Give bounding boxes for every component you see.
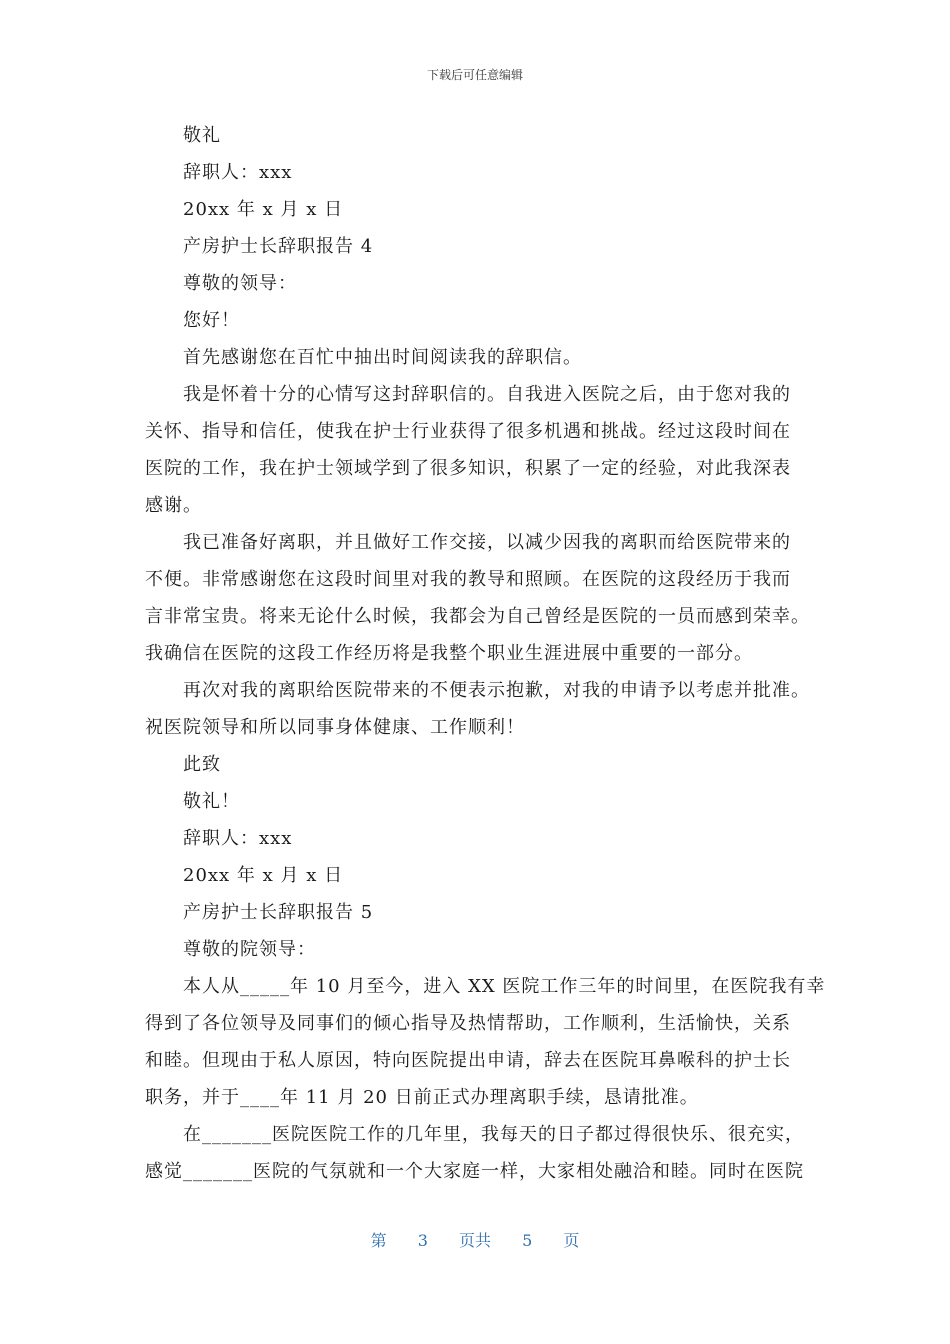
text-line: 我确信在医院的这段工作经历将是我整个职业生涯进展中重要的一部分。 xyxy=(145,643,753,664)
salutation: 尊敬的院领导： xyxy=(183,939,316,960)
text-line: 20xx 年 x 月 x 日 xyxy=(183,199,344,220)
text-line: 再次对我的离职给医院带来的不便表示抱歉，对我的申请予以考虑并批准。 xyxy=(183,680,810,701)
text-line: 本人从_____年 10 月至今，进入 XX 医院工作三年的时间里，在医院我有幸 xyxy=(183,976,826,997)
footer-prefix: 第 xyxy=(370,1231,387,1250)
text-line: 言非常宝贵。将来无论什么时候，我都会为自己曾经是医院的一员而感到荣幸。 xyxy=(145,606,810,627)
text-line: 祝医院领导和所以同事身体健康、工作顺利！ xyxy=(145,717,525,738)
text-line: 敬礼！ xyxy=(183,791,240,812)
salutation: 尊敬的领导： xyxy=(183,273,297,294)
text-line: 职务，并于____年 11 月 20 日前正式办理离职手续，恳请批准。 xyxy=(145,1087,699,1108)
text-line: 医院的工作，我在护士领域学到了很多知识，积累了一定的经验，对此我深表 xyxy=(145,458,791,479)
text-line: 辞职人：xxx xyxy=(183,162,293,183)
text-line: 您好！ xyxy=(183,310,240,331)
text-line: 感谢。 xyxy=(145,495,202,516)
text-line: 此致 xyxy=(183,754,221,775)
text-line: 感觉_______医院的气氛就和一个大家庭一样，大家相处融洽和睦。同时在医院 xyxy=(145,1161,804,1182)
page-footer xyxy=(0,1228,950,1251)
page-number: 3 xyxy=(417,1231,428,1250)
footer-middle: 页共 xyxy=(458,1231,491,1250)
section-title: 产房护士长辞职报告 5 xyxy=(183,902,374,923)
text-line: 不便。非常感谢您在这段时间里对我的教导和照顾。在医院的这段经历于我而 xyxy=(145,569,791,590)
text-line: 关怀、指导和信任，使我在护士行业获得了很多机遇和挑战。经过这段时间在 xyxy=(145,421,791,442)
text-line: 得到了各位领导及同事们的倾心指导及热情帮助，工作顺利，生活愉快，关系 xyxy=(145,1013,791,1034)
text-line: 我是怀着十分的心情写这封辞职信的。自我进入医院之后，由于您对我的 xyxy=(183,384,791,405)
section-title: 产房护士长辞职报告 4 xyxy=(183,236,374,257)
text-line: 我已准备好离职，并且做好工作交接，以减少因我的离职而给医院带来的 xyxy=(183,532,791,553)
text-line: 辞职人：xxx xyxy=(183,828,293,849)
text-line: 敬礼 xyxy=(183,125,221,146)
footer-suffix: 页 xyxy=(563,1231,580,1250)
text-line: 在_______医院医院工作的几年里，我每天的日子都过得很快乐、很充实， xyxy=(183,1124,804,1145)
total-pages: 5 xyxy=(522,1231,533,1250)
text-line: 20xx 年 x 月 x 日 xyxy=(183,865,344,886)
text-line: 首先感谢您在百忙中抽出时间阅读我的辞职信。 xyxy=(183,347,582,368)
page-header: 下载后可任意编辑 xyxy=(426,68,523,82)
document-body xyxy=(145,117,826,1190)
text-line: 和睦。但现由于私人原因，特向医院提出申请，辞去在医院耳鼻喉科的护士长 xyxy=(145,1050,791,1071)
